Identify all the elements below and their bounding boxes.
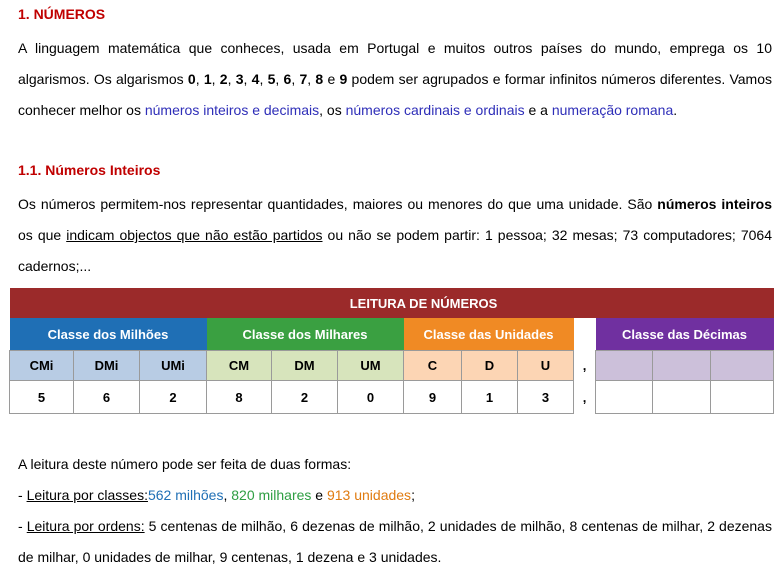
- sep: ,: [307, 71, 316, 87]
- decimal-digit-cell: [653, 381, 711, 414]
- title-bar-left: [10, 288, 74, 318]
- semicolon: ;: [411, 487, 415, 503]
- link-cardinais-ordinais[interactable]: números cardinais e ordinais: [345, 102, 525, 118]
- order-decimal-2: [653, 351, 711, 381]
- order-um: UM: [338, 351, 404, 381]
- digit-cell: 1: [462, 381, 518, 414]
- order-cmi: CMi: [10, 351, 74, 381]
- integers-text-3: ou não se podem partir: 1 pessoa; 32 mesas; 73 computadores; 7064 cadernos;...: [18, 227, 772, 274]
- sep: ,: [227, 71, 236, 87]
- digit-8: 8: [315, 71, 324, 87]
- dash: -: [18, 518, 27, 534]
- dash: -: [18, 487, 27, 503]
- section-heading: 1. NÚMEROS: [18, 6, 106, 22]
- sep: ,: [243, 71, 252, 87]
- reading-classes-label: Leitura por classes:: [26, 487, 148, 503]
- link-inteiros-decimais[interactable]: números inteiros e decimais: [144, 102, 320, 118]
- order-dm: DM: [272, 351, 338, 381]
- integers-paragraph: [18, 189, 772, 282]
- integers-definition: indicam objectos que não estão partidos: [66, 227, 323, 243]
- order-c: C: [404, 351, 462, 381]
- reading-units: 913 unidades: [326, 487, 412, 503]
- intro-text-4: e a: [524, 102, 552, 118]
- order-umi: UMi: [140, 351, 207, 381]
- order-cm: CM: [207, 351, 272, 381]
- table-title: LEITURA DE NÚMEROS: [74, 288, 774, 318]
- digit-3: 3: [235, 71, 244, 87]
- digit-7: 7: [299, 71, 308, 87]
- digit-cell: 5: [10, 381, 74, 414]
- reading-thousands: 820 milhares: [231, 487, 312, 503]
- and: e: [311, 487, 327, 503]
- order-decimal-1: [596, 351, 653, 381]
- sep: ,: [211, 71, 220, 87]
- decimal-digit-cell: [711, 381, 774, 414]
- intro-paragraph: [18, 33, 772, 126]
- order-dmi: DMi: [74, 351, 140, 381]
- sep: ,: [259, 71, 268, 87]
- link-numeracao-romana[interactable]: numeração romana: [551, 102, 674, 118]
- digit-cell: 2: [140, 381, 207, 414]
- reading-intro: A leitura deste número pode ser feita de duas formas:: [18, 456, 352, 472]
- digit-9: 9: [339, 71, 348, 87]
- digit-cell: 9: [404, 381, 462, 414]
- sep: ,: [195, 71, 204, 87]
- digit-cell: 2: [272, 381, 338, 414]
- sep: ,: [291, 71, 300, 87]
- integers-text-2: os que: [18, 227, 67, 243]
- decimal-comma: ,: [574, 381, 596, 414]
- sep: ,: [275, 71, 284, 87]
- intro-text-1: A linguagem matemática que conheces, usada em Portugal e muitos outros países do mundo, emprega os 10 algarismos. Os algarismos: [18, 40, 772, 87]
- decimal-digit-cell: [596, 381, 653, 414]
- reading-orders-label: Leitura por ordens:: [26, 518, 145, 534]
- reading-table: [9, 288, 774, 414]
- reading-by-orders: [18, 511, 772, 573]
- order-u: U: [518, 351, 574, 381]
- reading-orders-text: 5 centenas de milhão, 6 dezenas de milhão, 2 unidades de milhão, 8 centenas de milhar, 2 dezenas de milhar, 0 unidades de milhar, 9 centenas, 1 dezena e 3 unidades.: [18, 518, 772, 565]
- digit-4: 4: [251, 71, 260, 87]
- class-gap: [574, 318, 596, 351]
- digit-cell: 8: [207, 381, 272, 414]
- order-decimal-3: [711, 351, 774, 381]
- intro-text-3: , os: [319, 102, 346, 118]
- decimal-comma: ,: [574, 351, 596, 381]
- digit-1: 1: [203, 71, 212, 87]
- digit-cell: 3: [518, 381, 574, 414]
- digit-cell: 0: [338, 381, 404, 414]
- reading-by-classes: [18, 480, 772, 511]
- digit-2: 2: [219, 71, 228, 87]
- class-decimals: Classe das Décimas: [596, 318, 774, 351]
- class-units: Classe das Unidades: [404, 318, 574, 351]
- sep: ,: [223, 487, 232, 503]
- intro-text-5: .: [673, 102, 678, 118]
- order-d: D: [462, 351, 518, 381]
- and: e: [323, 71, 340, 87]
- digit-0: 0: [187, 71, 196, 87]
- digit-5: 5: [267, 71, 276, 87]
- intro-text-2: podem ser agrupados e formar infinitos números diferentes. Vamos conhecer melhor os: [18, 71, 773, 118]
- class-thousands: Classe dos Milhares: [207, 318, 404, 351]
- class-millions: Classe dos Milhões: [10, 318, 207, 351]
- digit-cell: 6: [74, 381, 140, 414]
- subsection-heading: 1.1. Números Inteiros: [18, 162, 161, 178]
- digit-6: 6: [283, 71, 292, 87]
- integers-term: números inteiros: [657, 196, 772, 212]
- integers-text-1: Os números permitem-nos representar quantidades, maiores ou menores do que uma unidade. São: [18, 196, 658, 212]
- reading-millions: 562 milhões: [147, 487, 224, 503]
